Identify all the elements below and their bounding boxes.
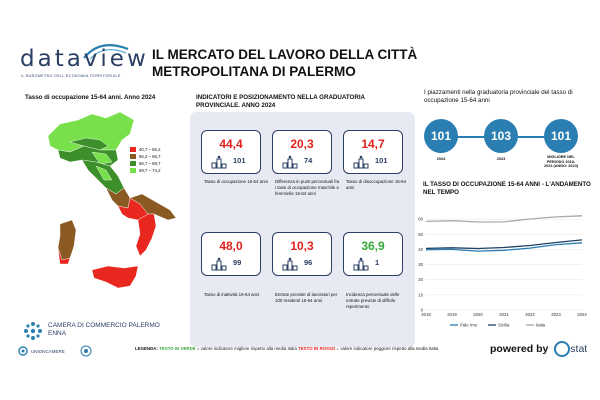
legend-prefix: LEGENDA: <box>135 346 160 351</box>
map-title: Tasso di occupazione 15-64 anni. Anno 2024 <box>25 94 156 101</box>
indicator-rank: 101 <box>233 156 246 165</box>
podium-icon <box>353 155 369 169</box>
indicator-rank: 99 <box>233 258 242 267</box>
legend-item <box>130 146 161 153</box>
brand-name: stat <box>570 342 588 355</box>
indicator-description: Incidenza percentuale delle entrate previste di difficile reperimento <box>346 292 400 309</box>
legend-item <box>130 160 161 167</box>
indicator-card <box>343 232 403 276</box>
indicator-rank: 101 <box>375 156 388 165</box>
y-tick-label: 30 <box>418 262 423 268</box>
indicator-value: 44,4 <box>219 137 243 151</box>
x-tick-label: 2021 <box>499 312 509 317</box>
indicator-card <box>343 130 403 174</box>
legend-red-text: = valore indicatore peggiore rispetto alla media Italia <box>335 346 439 351</box>
legend-label: 40,7 – 56,2 <box>139 147 161 152</box>
indicator-value: 20,3 <box>290 137 314 151</box>
x-tick-label: 2020 <box>473 312 483 317</box>
powered-by <box>490 341 587 357</box>
x-tick-label: 2023 <box>551 312 561 317</box>
y-tick-label: 10 <box>418 292 423 298</box>
logo-wordmark: dataview <box>20 46 149 72</box>
chamber-name: CAMERA DI COMMERCIO PALERMO ENNA <box>48 322 160 337</box>
placement-label: 2024 <box>436 157 446 161</box>
y-tick-label: 20 <box>418 277 423 283</box>
legend-item <box>130 153 161 160</box>
indicators-title: INDICATORI E POSIZIONAMENTO NELLA GRADUATORIA PROVINCIALE. ANNO 2024 <box>196 94 365 109</box>
y-tick-label: 60 <box>418 216 423 222</box>
placement-label: MIGLIORE NEL PERIODO 2018-2024 (ANNO: 2024) <box>544 155 578 168</box>
indicator-description: Differenza in punti percentuali fra i tassi di occupazione maschile e femminile 15-64 anni <box>275 179 340 196</box>
footer-logos <box>18 345 98 357</box>
legend-label: 56,2 – 66,7 <box>139 154 161 159</box>
y-tick-label: 40 <box>418 246 423 252</box>
podium-icon <box>282 257 298 271</box>
indicator-value: 36,9 <box>361 239 385 253</box>
unioncamere-label: UNIONCAMERE <box>31 349 65 354</box>
indicator-value: 48,0 <box>219 239 243 253</box>
placement-bubble: 101 <box>544 119 578 153</box>
legend-label: Pale rmo <box>460 322 478 328</box>
y-tick-label: 0 <box>420 307 423 313</box>
map-legend <box>130 146 161 174</box>
y-tick-label: 50 <box>418 231 423 237</box>
legend-item <box>130 167 161 174</box>
indicator-card <box>272 130 332 174</box>
italy-map <box>30 106 190 306</box>
legend-red-label: TESTO IN ROSSO <box>298 346 336 351</box>
podium-icon <box>211 155 227 169</box>
trend-line-chart <box>412 200 592 335</box>
legend-green-text: = valore indicatore migliore rispetto alla media Italia <box>195 346 299 351</box>
indicator-rank: 1 <box>375 258 380 267</box>
placement-bubble: 101 <box>424 119 458 153</box>
legend-green-label: TESTO IN VERDE <box>159 346 196 351</box>
x-tick-label: 2024 <box>577 312 587 317</box>
placement-bubble: 103 <box>484 119 518 153</box>
powered-by-text: powered by <box>490 342 549 355</box>
stat-logo-icon <box>554 341 570 357</box>
chamber-emblem-icon <box>22 320 44 342</box>
x-tick-label: 2022 <box>525 312 535 317</box>
indicator-rank: 74 <box>304 156 313 165</box>
legend-label: 66,7 – 69,7 <box>139 161 161 166</box>
indicator-card <box>272 232 332 276</box>
placement-label: 2023 <box>496 157 506 161</box>
unioncamere-icon <box>18 346 28 356</box>
dataview-logo <box>20 42 149 80</box>
legend-label: Italia <box>536 322 546 328</box>
indicator-card <box>201 130 261 174</box>
trend-title: IL TASSO DI OCCUPAZIONE 15-64 ANNI - L'ANDAMENTO NEL TEMPO <box>423 181 591 196</box>
x-tick-label: 2018 <box>421 312 431 317</box>
indicator-description: Tasso di occupazione 15-64 anni <box>204 179 268 184</box>
placements-title: I piazzamenti nella graduatoria provinciale del tasso di occupazione 15-64 anni <box>424 89 573 104</box>
podium-icon <box>211 257 227 271</box>
legend-swatch <box>130 147 136 152</box>
podium-icon <box>282 155 298 169</box>
indicator-description: Entrate previste di lavoratori per 100 residenti 15-64 anni <box>275 292 338 303</box>
legend-swatch <box>130 154 136 159</box>
footer-legend <box>135 346 438 351</box>
legend-label: 69,7 – 74,2 <box>139 168 161 173</box>
indicator-value: 10,3 <box>290 239 314 253</box>
indicator-description: Tasso di inattività 15-64 anni <box>204 292 260 297</box>
tagliacarne-icon <box>80 345 92 357</box>
x-tick-label: 2019 <box>447 312 457 317</box>
indicator-rank: 96 <box>304 258 313 267</box>
legend-swatch <box>130 168 136 173</box>
indicators-panel <box>190 112 415 347</box>
indicator-description: Tasso di disoccupazione 15-64 anni <box>346 179 407 190</box>
podium-icon <box>353 257 369 271</box>
chamber-logo <box>20 320 160 344</box>
legend-swatch <box>130 161 136 166</box>
page-title: IL MERCATO DEL LAVORO DELLA CITTÀ METROPOLITANA DI PALERMO <box>152 47 418 79</box>
indicator-value: 14,7 <box>361 137 385 151</box>
logo-tagline: IL BAROMETRO DELL'ECONOMIA TERRITORIALE <box>21 74 121 78</box>
indicator-card <box>201 232 261 276</box>
legend-label: Sicilia <box>498 322 510 328</box>
